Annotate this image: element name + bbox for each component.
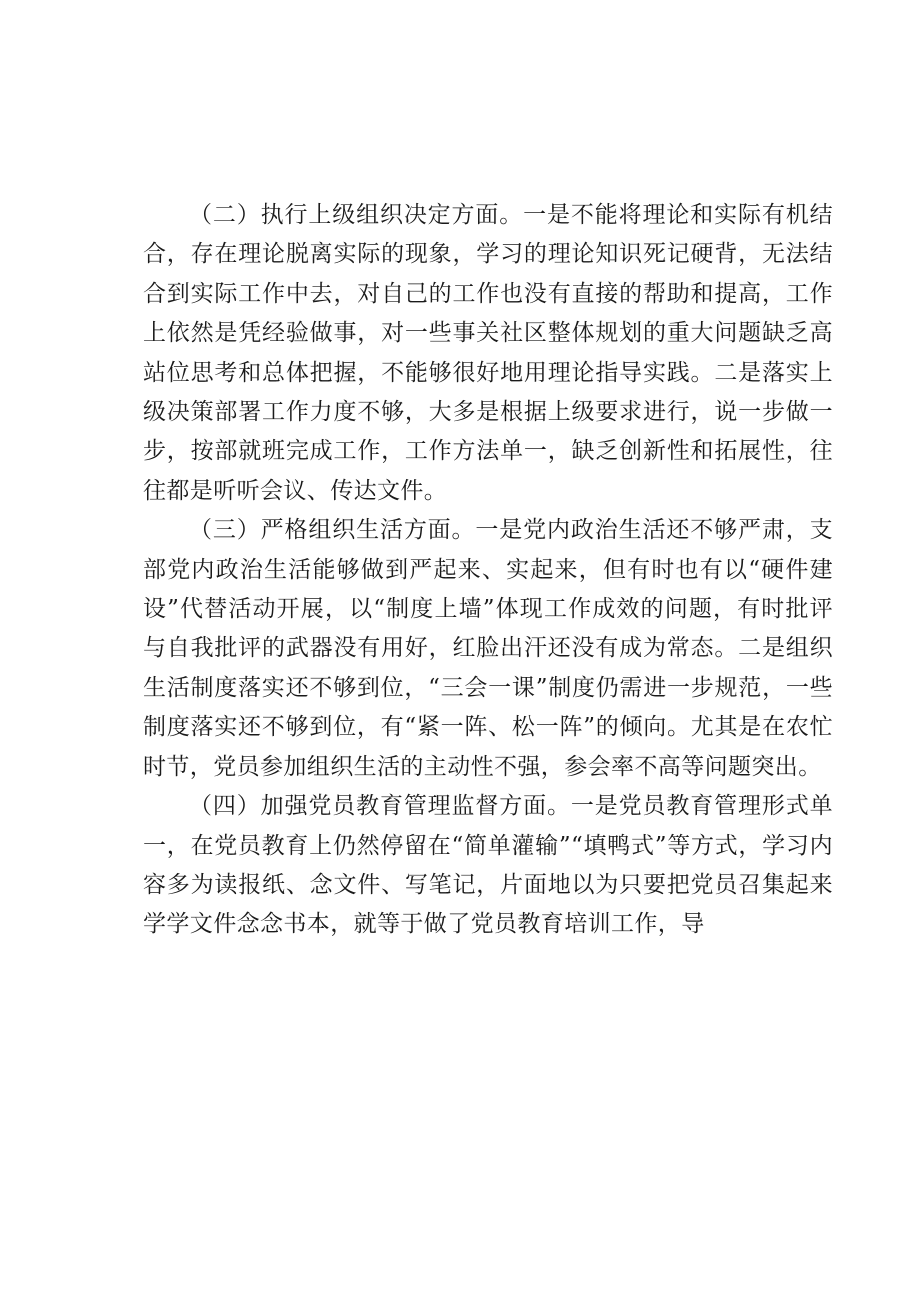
paragraph-section-2: （二）执行上级组织决定方面。一是不能将理论和实际有机结合，存在理论脱离实际的现象，学习的理论知识死记硬背，无法结合到实际工作中去，对自己的工作也没有直接的帮助和提高，工作上依然是凭经验做事，对一些事关社区整体规划的重大问题缺乏高站位思考和总体把握，不能够很好地用理论指导实践。二是落实上级决策部署工作力度不够，大多是根据上级要求进行，说一步做一步，按部就班完成工作，工作方法单一，缺乏创新性和拓展性，往往都是听听会议、传达文件。 xyxy=(143,202,833,504)
paragraph-section-3: （三）严格组织生活方面。一是党内政治生活还不够严肃，支部党内政治生活能够做到严起来、实起来，但有时也有以“硬件建设”代替活动开展，以“制度上墙”体现工作成效的问题，有时批评与自我批评的武器没有用好，红脸出汗还没有成为常态。二是组织生活制度落实还不够到位，“三会一课”制度仍需进一步规范，一些制度落实还不够到位，有“紧一阵、松一阵”的倾向。尤其是在农忙时节，党员参加组织生活的主动性不强，参会率不高等问题突出。 xyxy=(143,517,833,780)
paragraph-section-4: （四）加强党员教育管理监督方面。一是党员教育管理形式单一，在党员教育上仍然停留在“简单灌输”“填鸭式”等方式，学习内容多为读报纸、念文件、写笔记，片面地以为只要把党员召集起来学学文件念念书本，就等于做了党员教育培训工作，导 xyxy=(143,793,833,938)
document-body xyxy=(143,196,833,945)
